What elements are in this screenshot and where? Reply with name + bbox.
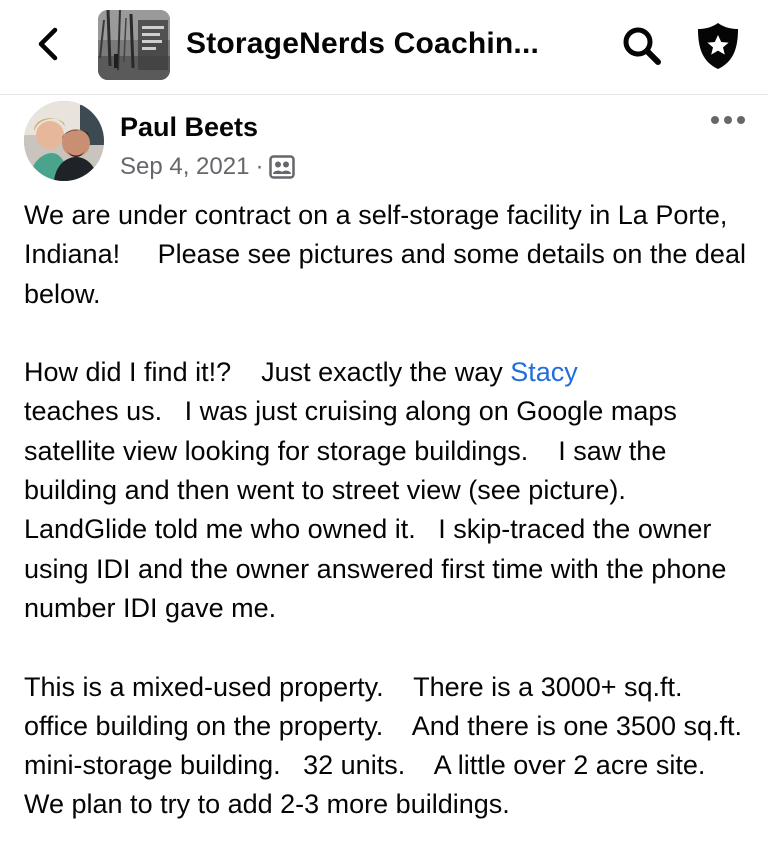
more-dots-icon [710, 115, 746, 125]
group-title[interactable]: StorageNerds Coachin... [186, 27, 540, 60]
chevron-left-icon [34, 26, 62, 62]
post-body [24, 196, 754, 825]
post-paragraph-1: We are under contract on a self-storage facility in La Porte, Indiana! Please see pictures and some details on the deal below. [24, 200, 754, 309]
post-paragraph-2 [24, 353, 750, 628]
post-options-button[interactable] [706, 104, 750, 136]
search-icon [621, 25, 663, 67]
search-button[interactable] [618, 22, 666, 70]
top-bar [0, 0, 768, 95]
author-avatar[interactable] [24, 101, 104, 181]
admin-badge-button[interactable] [692, 20, 744, 72]
paragraph-2-rest: teaches us. I was just cruising along on Google maps satellite view looking for storage buildings. I saw the building and then went to street view (see picture). LandGlide told me who owned it. I skip-traced the owner using IDI and the owner answered first time with the phone number IDI gave me. [24, 396, 727, 623]
mention-link-stacy[interactable]: Stacy [510, 357, 578, 388]
post-meta [120, 150, 295, 184]
group-audience-icon [269, 155, 295, 179]
shield-star-icon [695, 21, 741, 71]
author-name[interactable]: Paul Beets [120, 112, 259, 142]
back-button[interactable] [26, 22, 70, 66]
paragraph-gap [24, 628, 750, 667]
post-paragraph-3: This is a mixed-used property. There is a 3000+ sq.ft. office building on the property. And there is one 3500 sq.ft. mini-storage building. 32 units. A little over 2 acre site. We plan to try to add 2-3 more buildings. [24, 671, 750, 820]
group-cover-photo [98, 10, 170, 80]
meta-separator: · [255, 153, 264, 180]
avatar-photo [24, 101, 104, 181]
paragraph-2-start: How did I find it!? Just exactly the way [24, 357, 511, 388]
paragraph-gap [24, 314, 750, 353]
post-date[interactable]: Sep 4, 2021 [120, 153, 250, 180]
group-cover-thumbnail[interactable] [98, 10, 170, 80]
